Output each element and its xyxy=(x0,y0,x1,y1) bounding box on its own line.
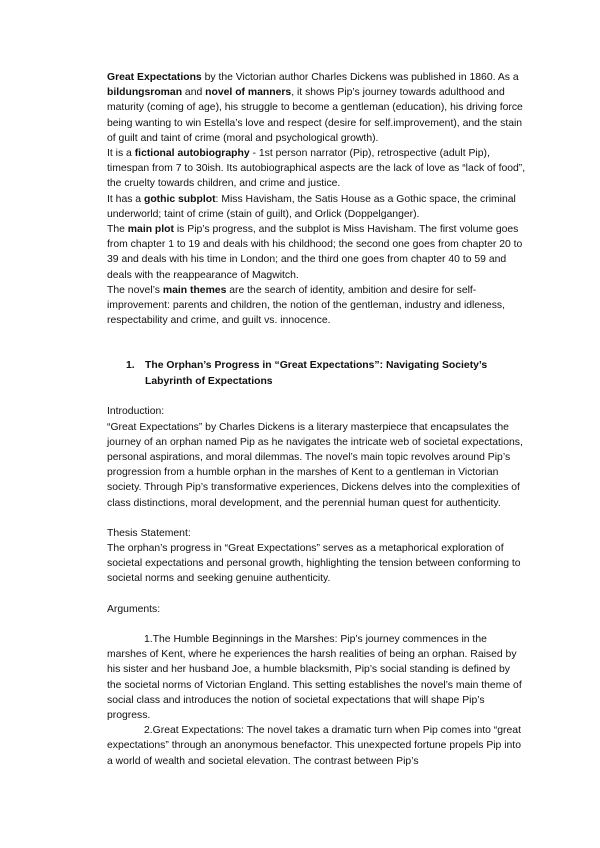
heading-text: The Orphan’s Progress in “Great Expectations”: Navigating Society’s Labyrinth of Expectations xyxy=(145,360,488,387)
spacer xyxy=(107,587,527,602)
section-heading xyxy=(126,358,527,389)
intro-paragraph-4: The main plot is Pip’s progress, and the subplot is Miss Havisham. The first volume goes from chapter 1 to 19 and deals with his childhood; the second one goes from chapter 20 to 39 and deals with his time in London; and the third one goes from chapter 40 to 59 and deals with the reappearance of Magwitch. xyxy=(107,224,523,281)
argument-1: 1.The Humble Beginnings in the Marshes: Pip’s journey commences in the marshes of Kent, where he experiences the harsh realities of being an orphan. Raised by his sister and her husband Joe, a humble blacksmith, Pip’s social standing is defined by the societal norms of Victorian England. This setting establishes the novel’s main theme of social class and introduces the notion of societal expectations that will shape Pip’s progress. xyxy=(107,633,522,721)
thesis-label: Thesis Statement: xyxy=(107,527,191,539)
arguments-label: Arguments: xyxy=(107,603,161,615)
intro-paragraph-3: It has a gothic subplot: Miss Havisham, the Satis House as a Gothic space, the criminal underworld; taint of crime (stain of guilt), and Orlick (Doppelganger). xyxy=(107,193,516,220)
intro-paragraph-1: Great Expectations by the Victorian author Charles Dickens was published in 1860. As a bildungsroman and novel of manners, it shows Pip’s journey towards adulthood and maturity (coming of age), his struggle to become a gentleman (education), his driving force being wanting to win Estella’s love and respect (desire for self.improvement), and the stain of guilt and taint of crime (moral and psychological growth). xyxy=(107,72,523,144)
intro-paragraph-2: It is a fictional autobiography - 1st person narrator (Pip), retrospective (adult Pip), timespan from 7 to 30ish. Its autobiographical aspects are the lack of love as “lack of food”, the cruelty towards children, and crime and justice. xyxy=(107,148,526,190)
introduction-text: “Great Expectations” by Charles Dickens is a literary masterpiece that encapsulates the journey of an orphan named Pip as he navigates the intricate web of societal expectations, personal aspirations, and moral dilemmas. The novel’s main topic revolves around Pip’s progression from a humble orphan in the marshes of Kent to a gentleman in Victorian society. Through Pip’s transformative experiences, Dickens delves into the complexities of class distinctions, moral development, and the perennial human quest for authenticity. xyxy=(107,421,523,509)
spacer xyxy=(107,511,527,526)
spacer xyxy=(107,328,527,358)
introduction-label: Introduction: xyxy=(107,406,165,418)
document-page xyxy=(107,70,527,769)
intro-paragraph-5: The novel’s main themes are the search of identity, ambition and desire for self-improvement: parents and children, the notion of the gentleman, industry and idleness, respectability and crime, and guilt vs. innocence. xyxy=(107,284,505,327)
spacer xyxy=(107,617,527,632)
novel-title: Great Expectations xyxy=(107,72,202,83)
argument-2: 2.Great Expectations: The novel takes a dramatic turn when Pip comes into “great expectations” through an anonymous benefactor. This unexpected fortune propels Pip into a world of wealth and societal elevation. The contrast between Pip’s xyxy=(107,725,521,767)
thesis-text: The orphan’s progress in “Great Expectations” serves as a metaphorical exploration of societal expectations and personal growth, highlighting the tension between conforming to societal norms and seeking genuine authenticity. xyxy=(107,543,521,585)
heading-number: 1. xyxy=(126,360,135,372)
